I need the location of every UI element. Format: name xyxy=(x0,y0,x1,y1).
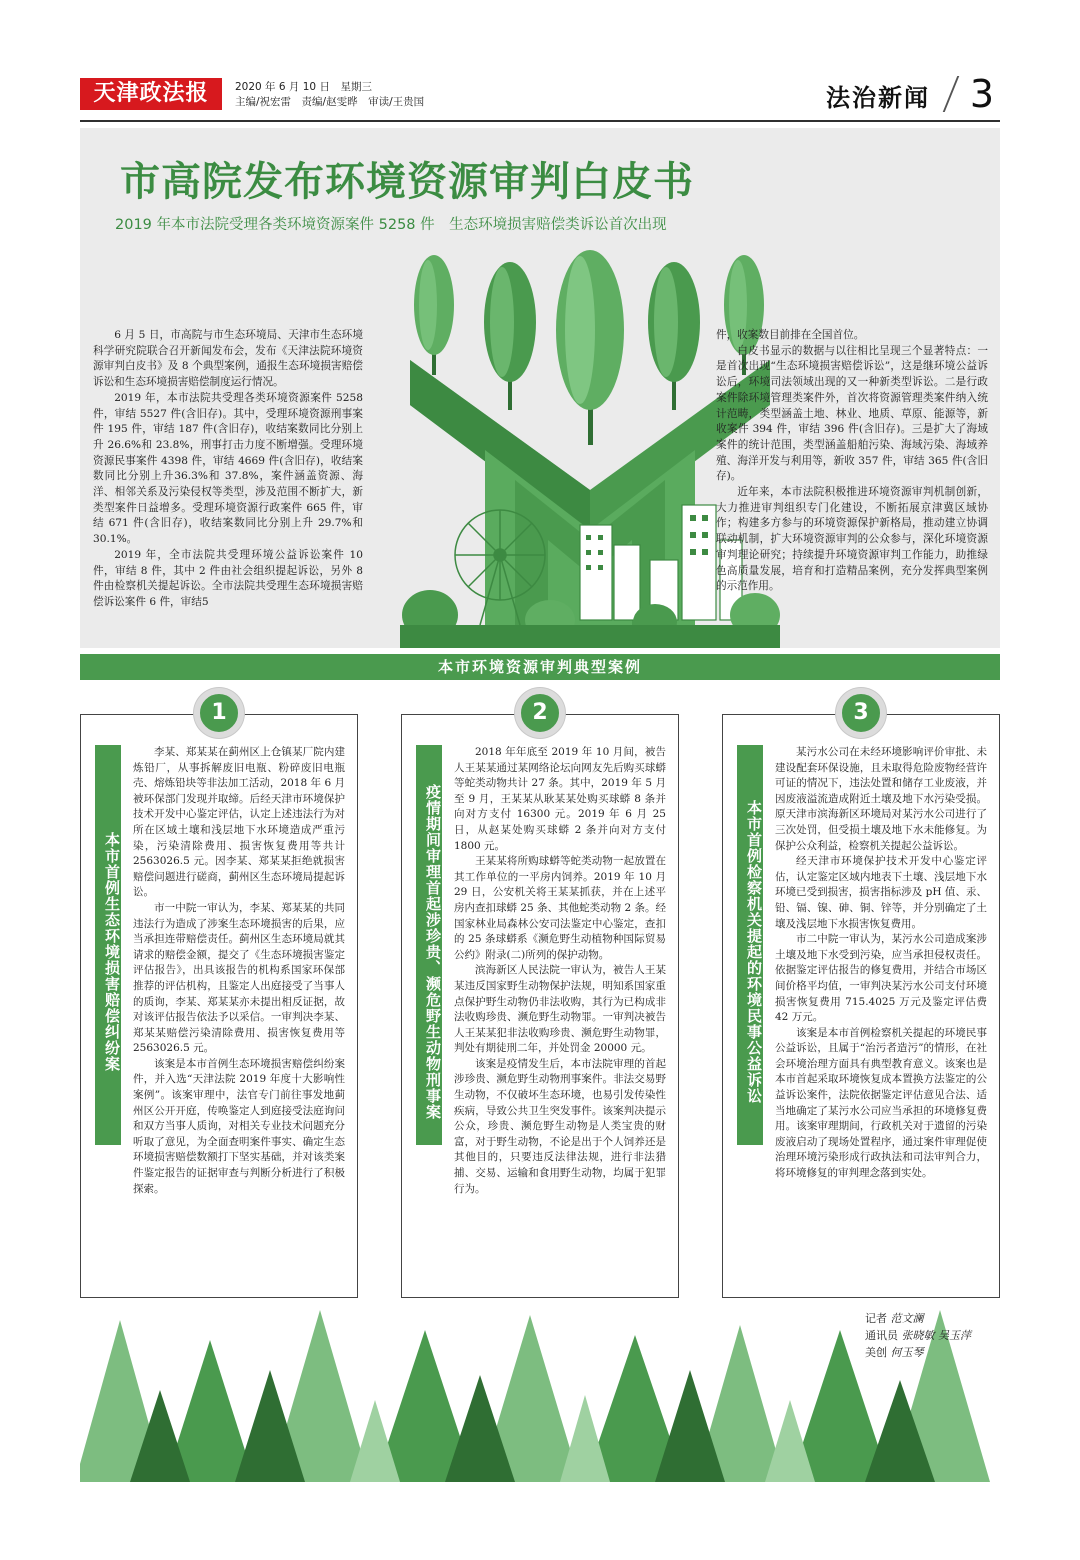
hero-section xyxy=(80,128,1000,648)
masthead-slash-divider xyxy=(943,76,960,112)
staff-line: 主编/祝宏雷 责编/赵雯晔 审读/王贵国 xyxy=(235,96,425,108)
case-paragraph: 该案是本市首例生态环境损害赔偿纠纷案件，并入选“天津法院 2019 年度十大影响性案例”。该案审理中，法官专门前往事发地蓟州区公开开庭，传唤鉴定人到庭接受法庭询问和双方当事人质询，对相关专业技术问题充分听取了意见，为全面查明案件事实、确定生态环境损害赔偿数额打下坚实基础，并对该类案件鉴定报告的证据审查与判断分析进行了积极探索。 xyxy=(133,1057,345,1195)
case-text xyxy=(775,745,987,1182)
case-paragraph: 市二中院一审认为，某污水公司造成案涉土壤及地下水受到污染，应当承担侵权责任。依据鉴定评估报告的修复费用，并结合市场区间价格平均值，一审判决某污水公司支付环境损害恢复费用 715.4025 万元及鉴定评估费 42 万元。 xyxy=(775,933,987,1024)
article-left-column xyxy=(93,328,363,611)
case-label: 疫情期间审理首起涉珍贵、濒危野生动物刑事案 xyxy=(416,745,442,1145)
reporter-name: 范文澜 xyxy=(890,1312,924,1325)
case-paragraph: 王某某将所购球蟒等蛇类动物一起放置在其工作单位的一平房内饲养。2019 年 10 月 29 日，公安机关将王某某抓获，并在上述平房内查扣球蟒 25 条、其他蛇类动物 2 条。经国家林业局森林公安司法鉴定中心鉴定，查扣的 25 条球蟒系《濒危野生动植物种国际贸易公约》附录(二)所列的保护动物。 xyxy=(454,855,666,961)
case-paragraph: 该案是本市首例检察机关提起的环境民事公益诉讼，且属于“治污者造污”的情形，在社会环境治理方面具有典型教育意义。该案也是本市首起采取环境恢复成本置换方法鉴定的公益诉讼案件，法院依据鉴定评估意见合法、适当地确定了某污水公司应当承担的环境修复费用。该案审理期间，行政机关对于遗留的污染废液启动了现场处置程序，通过案件审理促使治理环境污染形成行政执法和司法审判合力，将环境修复的审判理念落到实处。 xyxy=(775,1026,987,1180)
subheadline: 2019 年本市法院受理各类环境资源案件 5258 件 生态环境损害赔偿类诉讼首次出现 xyxy=(115,217,667,233)
cases-banner-title: 本市环境资源审判典型案例 xyxy=(437,658,642,676)
case-paragraph: 2018 年年底至 2019 年 10 月间，被告人王某某通过某网络论坛向网友先后购买球蟒等蛇类动物共计 27 条。其中，2019 年 5 月至 9 月，王某某从耿某某处购买球蟒 8 条并向对方支付 16300 元。2019 年 6 月 25 日，从赵某处购买球蟒 2 条并向对方支付 1800 元。 xyxy=(454,746,666,852)
credit-label: 美创 xyxy=(865,1346,887,1359)
correspondent-name: 张晓敏 吴玉萍 xyxy=(901,1329,971,1342)
article-paragraph: 6 月 5 日，市高院与市生态环境局、天津市生态环境科学研究院联合召开新闻发布会，发布《天津法院环境资源审判白皮书》及 8 个典型案例，通报生态环境损害赔偿诉讼和生态环境损害赔偿制度运行情况。 xyxy=(93,329,363,389)
masthead-rule xyxy=(80,120,1000,122)
article-paragraph: 近年来，本市法院积极推进环境资源审判机制创新，大力推进审判组织专门化建设，不断拓展京津冀区域协作；构建多方参与的环境资源保护新格局，推动建立协调联动机制，扩大环境资源审判的公众参与，深化环境资源审判理论研究；持续提升环境资源审判工作能力，助推绿色高质量发展，培育和打造精品案例，充分发挥典型案例的示范作用。 xyxy=(716,486,988,593)
credit-label: 通讯员 xyxy=(865,1329,898,1342)
case-card-2 xyxy=(401,714,679,1298)
page-number: 3 xyxy=(969,72,994,116)
designer-name: 何玉琴 xyxy=(890,1346,924,1359)
case-card-1 xyxy=(80,714,358,1298)
section-name: 法治新闻 xyxy=(826,84,930,112)
case-card-3 xyxy=(722,714,1000,1298)
case-text xyxy=(133,745,345,1197)
case-label: 本市首例检察机关提起的环境民事公益诉讼 xyxy=(737,745,763,1145)
date-line: 2020 年 6 月 10 日 星期三 xyxy=(235,81,372,93)
article-paragraph: 2019 年，全市法院共受理环境公益诉讼案件 10 件，审结 8 件，其中 2 件由社会组织提起诉讼，另外 8 件由检察机关提起诉讼。全市法院共受理生态环境损害赔偿诉讼案件 6 件，审结5 xyxy=(93,548,363,608)
case-paragraph: 李某、郑某某在蓟州区上仓镇某厂院内建炼铅厂，从事拆解废旧电瓶、粉碎废旧电瓶壳、熔炼铅块等非法加工活动，2018 年 6 月被环保部门发现并取缔。后经天津市环境保护技术开发中心鉴定评估，认定上述违法行为对所在区域土壤和浅层地下水环境造成严重污染，污染清除费用、损害恢复费用等共计 2563026.5 元。因李某、郑某某拒绝就损害赔偿问题进行磋商，蓟州区生态环境局提起诉讼。 xyxy=(133,746,345,899)
credit-label: 记者 xyxy=(865,1312,887,1325)
case-number-badge: 1 xyxy=(194,688,244,738)
forest-illustration xyxy=(80,1300,1000,1482)
case-paragraph: 滨海新区人民法院一审认为，被告人王某某违反国家野生动物保护法规，明知系国家重点保护野生动物仍非法收购，其行为已构成非法收购珍贵、濒危野生动物罪。一审判决被告人王某某犯非法收购珍贵、濒危野生动物罪，判处有期徒刑二年，并处罚金 20000 元。 xyxy=(454,964,666,1055)
masthead xyxy=(80,70,1000,120)
paper-logo: 天津政法报 xyxy=(80,78,222,110)
case-number-badge: 2 xyxy=(515,688,565,738)
credits xyxy=(865,1310,971,1361)
case-paragraph: 经天津市环境保护技术开发中心鉴定评估，认定鉴定区域内地表下土壤、浅层地下水环境已受到损害，损害指标涉及 pH 值、汞、铅、镉、镍、砷、铜、锌等，并分别确定了土壤及浅层地下水损害恢复费用。 xyxy=(775,855,987,930)
article-paragraph: 2019 年，本市法院共受理各类环境资源案件 5258 件，审结 5527 件(含旧存)。其中，受理环境资源刑事案件 195 件，审结 187 件(含旧存)，收结案数同比分别上升 26.6%和 23.8%，刑事打击力度不断增强。受理环境资源民事案件 4398 件，审结 4669 件(含旧存)，收结案数同比分别上升36.3%和 37.8%，案件涵盖资源、海洋、相邻关系及污染侵权等类型，涉及范围不断扩大，新类型案件日益增多。受理环境资源行政案件 665 件，审结 671 件(含旧存)，收结案数同比分别上升 29.7%和 30.1%。 xyxy=(93,391,363,546)
case-paragraph: 某污水公司在未经环境影响评价审批、未建设配套环保设施，且未取得危险废物经营许可证的情况下，违法处置和储存工业废液，并因废液溢流造成附近土壤及地下水污染受损。原天津市滨海新区环境局对某污水公司进行了三次处罚，但受损土壤及地下水未能修复。为保护公众利益，检察机关提起公益诉讼。 xyxy=(775,746,987,852)
headline: 市高院发布环境资源审判白皮书 xyxy=(120,159,694,205)
masthead-meta xyxy=(235,80,424,110)
article-paragraph: 件，收案数目前排在全国首位。 xyxy=(716,329,865,341)
cases-banner xyxy=(80,654,1000,680)
tree-icon xyxy=(414,255,454,375)
case-paragraph: 市一中院一审认为，李某、郑某某的共同违法行为造成了涉案生态环境损害的后果，应当承担连带赔偿责任。蓟州区生态环境局就其请求的赔偿金额，提交了《生态环境损害鉴定评估报告》，出具该报告的机构系国家环保部推荐的评估机构，且鉴定人出庭接受了当事人的质询，李某、郑某某亦未提出相反证据，故对该评估报告依法予以采信。一审判决李某、郑某某赔偿污染清除费用、损害恢复费用等 2563026.5 元。 xyxy=(133,901,345,1055)
case-paragraph: 该案是疫情发生后，本市法院审理的首起涉珍贵、濒危野生动物刑事案件。非法交易野生动物，不仅破坏生态环境，也易引发传染性疾病，导致公共卫生突发事件。该案判决提示公众，珍贵、濒危野生动物是人类宝贵的财富，对于野生动物，不论是出于个人饲养还是其他目的，只要违反法律法规，进行非法猎捕、交易、运输和食用野生动物，均属于犯罪行为。 xyxy=(454,1057,666,1195)
article-right-column xyxy=(716,328,988,595)
case-number-badge: 3 xyxy=(836,688,886,738)
case-label: 本市首例生态环境损害赔偿纠纷案 xyxy=(95,745,121,1145)
case-text xyxy=(454,745,666,1197)
article-paragraph: 白皮书显示的数据与以往相比呈现三个显著特点：一是首次出现“生态环境损害赔偿诉讼”，这是继环境公益诉讼后，环境司法领域出现的又一种新类型诉讼。二是行政案件除环境管理类案件外，首次将资源管理类案件纳入统计范畴，类型涵盖土地、林业、地质、草原、能源等，新收案件 394 件，审结 396 件(含旧存)。三是扩大了海域案件的统计范围，类型涵盖船舶污染、海域污染、海域养殖、海洋开发与利用等，新收 357 件，审结 365 件(含旧存)。 xyxy=(716,344,988,483)
